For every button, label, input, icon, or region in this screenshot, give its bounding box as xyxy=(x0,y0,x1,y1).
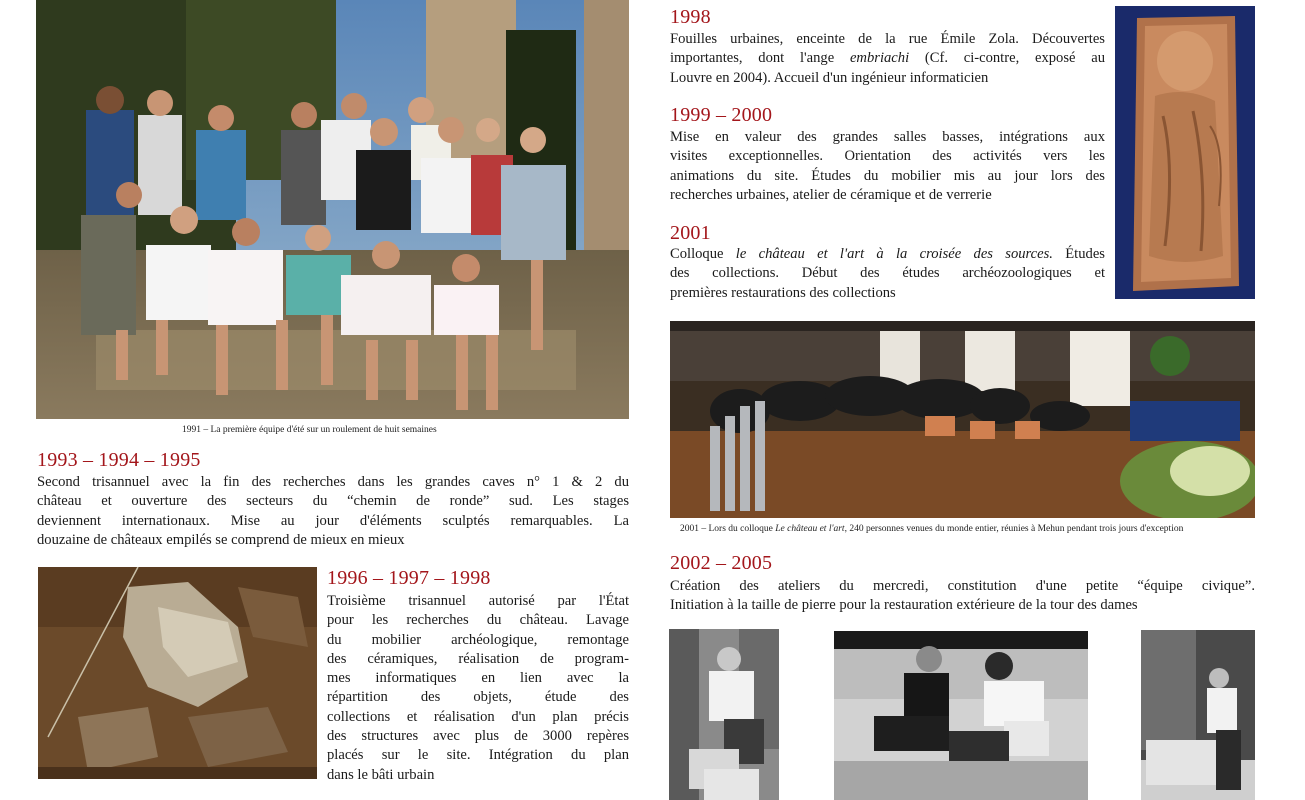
photo-caption-1991: 1991 – La première équipe d'été sur un roulement de huit semaines xyxy=(182,425,437,435)
text-line: Louvre en 2004). Accueil d'un ingénieur informaticien xyxy=(670,69,989,86)
text-line xyxy=(670,49,1105,68)
text-1998 xyxy=(670,30,1105,88)
heading-1999-2000: 1999 – 2000 xyxy=(670,104,773,126)
text-fragment: Colloque xyxy=(670,246,736,262)
caption-fragment: , 240 personnes venues du monde entier, réunies à Mehun pendant trois jours d'exception xyxy=(844,524,1184,534)
text-fragment: importantes, dont l'ange xyxy=(670,50,850,67)
caption-emphasis: Le château et l'art xyxy=(775,524,845,534)
text-line: des collections. Début des études archéozoologiques et xyxy=(670,265,1105,282)
heading-1998: 1998 xyxy=(670,6,711,28)
text-2001 xyxy=(670,245,1105,303)
text-fragment: (Cf. ci-contre, exposé au xyxy=(909,50,1106,67)
text-line: Fouilles urbaines, enceinte de la rue Émile Zola. Découvertes xyxy=(670,31,1105,47)
text-1999-2000 xyxy=(670,128,1105,205)
text-1993-1995 xyxy=(37,473,629,550)
text-line: mes informatiques en lien avec la xyxy=(327,670,629,687)
text-line: du mobilier archéologique, remontage xyxy=(327,631,629,648)
text-2002-2005 xyxy=(670,577,1255,616)
text-line: Initiation à la taille de pierre pour la restauration extérieure de la tour des dames xyxy=(670,597,1138,614)
stone-cutting-photo-1 xyxy=(669,629,779,800)
text-fragment: Études xyxy=(1052,246,1105,262)
text-line: placés sur le site. Intégration du plan xyxy=(327,747,629,764)
text-line: Second trisannuel avec la fin des recherches dans les grandes caves n° 1 & 2 du xyxy=(37,474,629,490)
text-line: dans le bâti urbain xyxy=(327,766,435,783)
text-line: deviennent internationaux. Mise au jour d'éléments sculptés remarquables. La xyxy=(37,512,629,529)
team-photo-1991 xyxy=(36,0,629,419)
text-1996-1998 xyxy=(327,592,629,785)
angel-sculpture-photo xyxy=(1115,6,1255,299)
text-line: des structures avec plus de 3000 repères xyxy=(327,728,629,745)
text-line: animations du site. Études du mobilier mis au jour lors des xyxy=(670,167,1105,184)
text-line: collections et réalisation d'un plan précis xyxy=(327,708,629,725)
stone-cutting-photo-2 xyxy=(834,631,1088,800)
text-line: pour les recherches du château. Lavage xyxy=(327,612,629,629)
text-line: Création des ateliers du mercredi, constitution d'une petite “équipe civique”. xyxy=(670,578,1255,594)
text-line: douzaine de châteaux empilés se comprend de mieux en mieux xyxy=(37,531,405,548)
text-line: Troisième trisannuel autorisé par l'État xyxy=(327,593,629,609)
photo-caption-2001 xyxy=(680,524,1183,534)
heading-1993-1995: 1993 – 1994 – 1995 xyxy=(37,449,201,471)
text-line: répartition des objets, étude des xyxy=(327,689,629,706)
caption-fragment: 2001 – Lors du colloque xyxy=(680,524,776,534)
text-line: Mise en valeur des grandes salles basses, intégrations aux xyxy=(670,129,1105,145)
heading-2002-2005: 2002 – 2005 xyxy=(670,552,773,574)
heading-2001: 2001 xyxy=(670,222,711,244)
text-line: premières restaurations des collections xyxy=(670,284,896,301)
colloquium-photo-2001 xyxy=(670,321,1255,518)
text-line: visites exceptionnelles. Orientation des activités vers les xyxy=(670,148,1105,165)
text-line: château et ouverture des secteurs du “chemin de ronde” sud. Les stages xyxy=(37,493,629,510)
text-line xyxy=(670,245,1105,264)
text-line: recherches urbaines, atelier de céramique et de verrerie xyxy=(670,186,992,203)
heading-1996-1998: 1996 – 1997 – 1998 xyxy=(327,567,491,589)
excavation-photo xyxy=(38,567,317,779)
text-emphasis: le château et l'art à la croisée des sources. xyxy=(735,246,1053,262)
text-line: des céramiques, réalisation de program- xyxy=(327,650,629,667)
stone-cutting-photo-3 xyxy=(1141,630,1255,800)
text-emphasis: embriachi xyxy=(849,50,910,67)
